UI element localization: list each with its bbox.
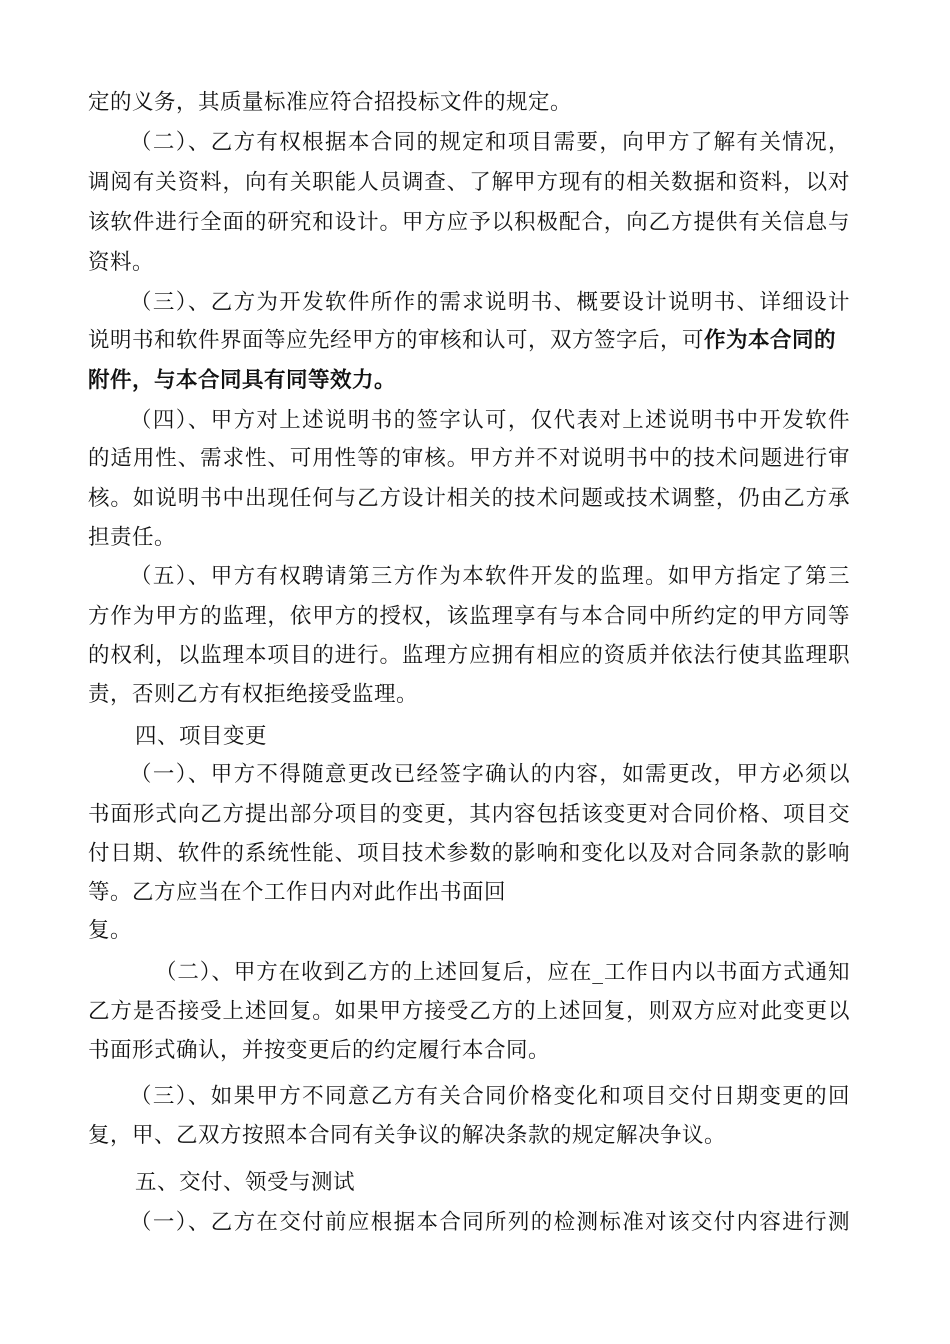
text-line: 等。乙方应当在个工作日内对此作出书面回 xyxy=(88,880,507,905)
text-line-with-bold xyxy=(88,330,836,352)
text-line: 复，甲、乙双方按照本合同有关争议的解决条款的规定解决争议。 xyxy=(88,1123,727,1148)
text-segment: 说明书和软件界面等应先经甲方的审核和认可，双方签字后，可 xyxy=(88,328,705,353)
text-line: （一）、甲方不得随意更改已经签字确认的内容，如需更改，甲方必须以 xyxy=(130,762,850,787)
text-line: （一）、乙方在交付前应根据本合同所列的检测标准对该交付内容进行测 xyxy=(130,1210,850,1235)
bold-text-segment: 作为本合同的 xyxy=(704,328,837,353)
text-line: （二）、乙方有权根据本合同的规定和项目需要，向甲方了解有关情况， xyxy=(130,130,850,155)
text-line: （四）、甲方对上述说明书的签字认可，仅代表对上述说明书中开发软件 xyxy=(130,408,850,433)
text-line: 乙方是否接受上述回复。如果甲方接受乙方的上述回复，则双方应对此变更以 xyxy=(88,999,850,1024)
text-line: 复。 xyxy=(88,918,133,943)
text-line: 该软件进行全面的研究和设计。甲方应予以积极配合，向乙方提供有关信息与 xyxy=(88,210,850,235)
text-line: 定的义务，其质量标准应符合招投标文件的规定。 xyxy=(88,90,573,115)
text-line: 的权利，以监理本项目的进行。监理方应拥有相应的资质并依法行使其监理职 xyxy=(88,643,850,668)
section-heading: 四、项目变更 xyxy=(135,724,268,749)
text-line: 担责任。 xyxy=(88,525,177,550)
text-line: （二）、甲方在收到乙方的上述回复后，应在_工作日内以书面方式通知 xyxy=(155,960,850,985)
text-line: （五）、甲方有权聘请第三方作为本软件开发的监理。如甲方指定了第三 xyxy=(130,564,850,589)
text-line: 的适用性、需求性、可用性等的审核。甲方并不对说明书中的技术问题进行审 xyxy=(88,446,850,471)
text-line: 调阅有关资料，向有关职能人员调查、了解甲方现有的相关数据和资料，以对 xyxy=(88,170,850,195)
text-line: （三）、如果甲方不同意乙方有关合同价格变化和项目交付日期变更的回 xyxy=(130,1084,850,1109)
section-heading: 五、交付、领受与测试 xyxy=(135,1170,356,1195)
text-line: 方作为甲方的监理，依甲方的授权，该监理享有与本合同中所约定的甲方同等 xyxy=(88,604,850,629)
text-line: 核。如说明书中出现任何与乙方设计相关的技术问题或技术调整，仍由乙方承 xyxy=(88,486,850,511)
text-line: 书面形式确认，并按变更后的约定履行本合同。 xyxy=(88,1038,551,1063)
text-line: （三）、乙方为开发软件所作的需求说明书、概要设计说明书、详细设计 xyxy=(130,290,850,315)
text-line: 责，否则乙方有权拒绝接受监理。 xyxy=(88,682,419,707)
text-line: 付日期、软件的系统性能、项目技术参数的影响和变化以及对合同条款的影响 xyxy=(88,841,850,866)
text-line: 书面形式向乙方提出部分项目的变更，其内容包括该变更对合同价格、项目交 xyxy=(88,802,850,827)
bold-text-line: 附件，与本合同具有同等效力。 xyxy=(88,368,397,393)
text-line: 资料。 xyxy=(88,250,155,275)
